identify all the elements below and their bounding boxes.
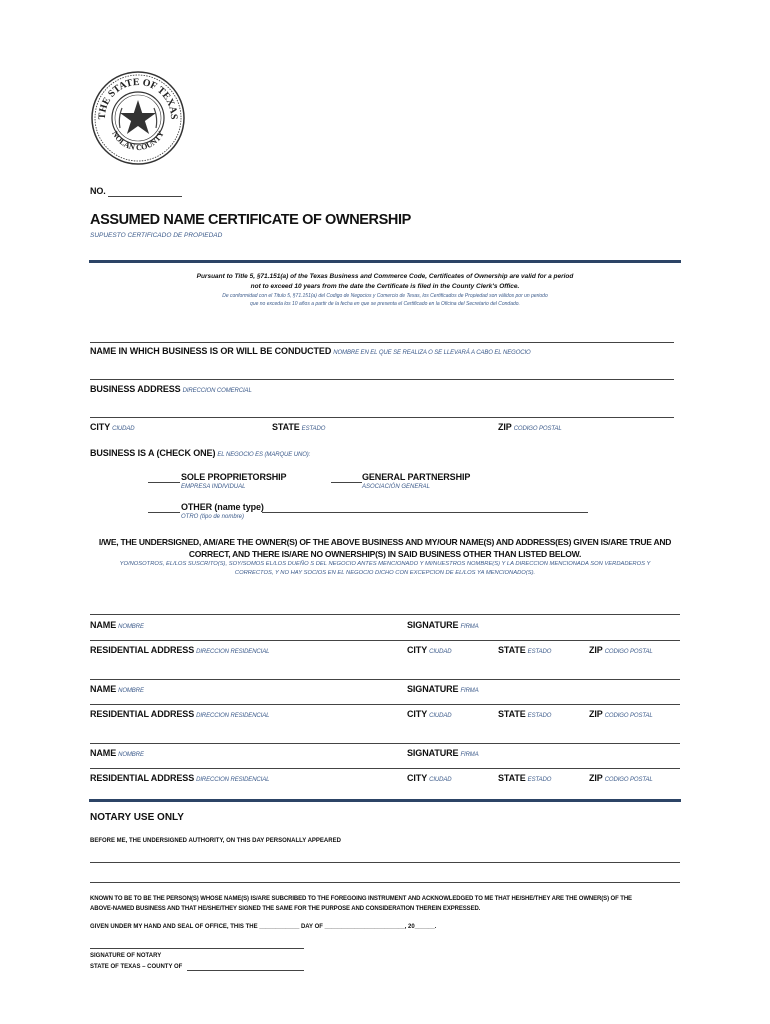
owner-2-name-label: NAME NOMBRE (90, 684, 144, 694)
owner-3-name-field[interactable] (90, 743, 680, 744)
notary-appeared-field-1[interactable] (90, 862, 680, 863)
owner-3-zip-label: ZIP CODIGO POSTAL (589, 773, 653, 783)
business-address-field[interactable] (90, 379, 674, 380)
owner-2-state-label: STATE ESTADO (498, 709, 552, 719)
owner-3-state-label: STATE ESTADO (498, 773, 552, 783)
declaration-en-line1: I/WE, THE UNDERSIGNED, AM/ARE THE OWNER(S) OF THE ABOVE BUSINESS AND MY/OUR NAME(S) AND ADDRESS(ES) GIVEN IS/ARE TRUE AND (98, 537, 672, 547)
star-icon (120, 100, 156, 134)
owner-1-name-label: NAME NOMBRE (90, 620, 144, 630)
sole-proprietorship-es: EMPRESA INDIVIDUAL (181, 484, 246, 490)
notary-signature-field[interactable] (90, 948, 304, 949)
business-type-label: BUSINESS IS A (CHECK ONE) EL NEGOCIO ES (MARQUE UNO): (90, 448, 311, 458)
notary-heading: NOTARY USE ONLY (90, 812, 184, 823)
owner-3-city-label: CITY CIUDAD (407, 773, 452, 783)
owner-2-name-field[interactable] (90, 679, 680, 680)
other-name-type-field[interactable] (262, 512, 588, 513)
owner-1-address-label: RESIDENTIAL ADDRESS DIRECCION RESIDENCIAL (90, 645, 270, 655)
owner-2-zip-label: ZIP CODIGO POSTAL (589, 709, 653, 719)
notary-rule (89, 799, 681, 802)
no-label: NO. (90, 186, 106, 196)
notary-county-field[interactable] (187, 970, 304, 971)
other-checkbox[interactable] (148, 512, 180, 513)
business-address-label: BUSINESS ADDRESS DIRECCION COMERCIAL (90, 384, 252, 394)
seal-bottom-text: NOLAN COUNTY (110, 129, 166, 153)
pursuant-en-line1: Pursuant to Title 5, §71.151(a) of the Texas Business and Commerce Code, Certificates of Ownership are valid for a period (196, 273, 574, 280)
owner-1-zip-label: ZIP CODIGO POSTAL (589, 645, 653, 655)
county-seal-graphic (90, 70, 186, 166)
county-seal (90, 70, 186, 166)
owner-1-name-field[interactable] (90, 614, 680, 615)
owner-2-signature-label: SIGNATURE FIRMA (407, 684, 479, 694)
notary-appeared-field-2[interactable] (90, 882, 680, 883)
owner-2-city-label: CITY CIUDAD (407, 709, 452, 719)
owner-3-name-label: NAME NOMBRE (90, 748, 144, 758)
page-subtitle: SUPUESTO CERTIFICADO DE PROPIEDAD (90, 232, 223, 239)
pursuant-es-line1: De conformidad con el Titulo 5, §71.151(a) del Codigo de Negocios y Comercio de Texas, los Certificados de Propiedad son válidos por un periodo (222, 293, 548, 299)
owner-2-address-field[interactable] (90, 704, 680, 705)
owner-3-address-label: RESIDENTIAL ADDRESS DIRECCION RESIDENCIAL (90, 773, 270, 783)
business-name-label: NAME IN WHICH BUSINESS IS OR WILL BE CONDUCTED NOMBRE EN EL QUE SE REALIZA O SE LLEVARÁ A CABO EL NEGOCIO (90, 346, 531, 356)
page-title: ASSUMED NAME CERTIFICATE OF OWNERSHIP (90, 212, 411, 228)
owner-1-city-label: CITY CIUDAD (407, 645, 452, 655)
sole-proprietorship-label: SOLE PROPRIETORSHIP (181, 472, 287, 482)
notary-known-line1: KNOWN TO BE TO BE THE PERSON(S) WHOSE NAME(S) IS/ARE SUBCRIBED TO THE FOREGOING INSTRUMENT AND ACKNOWLEDGED TO ME THAT HE/SHE/THEY ARE THE OWNER(S) OF THE (90, 896, 632, 902)
owner-1-address-field[interactable] (90, 640, 680, 641)
notary-given-line: GIVEN UNDER MY HAND AND SEAL OF OFFICE, THIS THE ____________ DAY OF ________________________, 20______. (90, 924, 437, 930)
owner-2-address-label: RESIDENTIAL ADDRESS DIRECCION RESIDENCIAL (90, 709, 270, 719)
notary-county-label: STATE OF TEXAS – COUNTY OF (90, 964, 183, 970)
business-name-field[interactable] (90, 342, 674, 343)
general-partnership-checkbox[interactable] (331, 482, 362, 483)
owner-3-signature-label: SIGNATURE FIRMA (407, 748, 479, 758)
notary-signature-label: SIGNATURE OF NOTARY (90, 953, 162, 959)
declaration-en-line2: CORRECT, AND THERE IS/ARE NO OWNERSHIP(S) IN SAID BUSINESS OTHER THAN LISTED BELOW. (188, 549, 582, 559)
certificate-number-field[interactable] (108, 196, 182, 197)
pursuant-text (89, 272, 681, 308)
seal-outer-text: THE STATE OF TEXAS (96, 76, 180, 120)
business-state-label: STATE ESTADO (272, 422, 326, 432)
business-city-label: CITY CIUDAD (90, 422, 135, 432)
owner-1-signature-label: SIGNATURE FIRMA (407, 620, 479, 630)
notary-before-me: BEFORE ME, THE UNDERSIGNED AUTHORITY, ON THIS DAY PERSONALLY APPEARED (90, 838, 341, 844)
other-es: OTRO (tipo de nombre) (181, 514, 245, 520)
pursuant-en-line2: not to exceed 10 years from the date the Certificate is filed in the County Clerk's Office. (250, 283, 520, 290)
owner-1-state-label: STATE ESTADO (498, 645, 552, 655)
owner-3-address-field[interactable] (90, 768, 680, 769)
sole-proprietorship-checkbox[interactable] (148, 482, 180, 483)
header-rule (89, 260, 681, 263)
general-partnership-label: GENERAL PARTNERSHIP (362, 472, 471, 482)
general-partnership-es: ASOCIACIÓN GENERAL (362, 484, 431, 490)
notary-known-line2: ABOVE-NAMED BUSINESS AND THAT HE/SHE/THEY SIGNED THE SAME FOR THE PURPOSE AND CONSIDERATION THEREIN EXPRESSED. (90, 906, 481, 912)
declaration-es-line1: YO/NOSOTROS, EL/LOS SUSCRITO(S), SOY/SOMOS EL/LOS DUEÑO S DEL NEGOCIO ANTES MENCIONADO Y MI/NUESTROS NOMBRE(S) Y LA DIRECCION MENCIONADA SON VERDADEROS Y (119, 561, 651, 567)
business-city-state-zip-field[interactable] (90, 417, 674, 418)
owner-declaration (80, 536, 690, 578)
declaration-es-line2: CORRECTOS, Y NO HAY SOCIOS EN EL NEGOCIO DICHO CON EXCEPCION DE EL/LOS YA MENCIONADO(S). (234, 570, 536, 576)
other-label: OTHER (name type) (181, 502, 264, 512)
pursuant-es-line2: que no exceda los 10 años a partir de la fecha en que se presenta el Certificado en la Oficina del Secretario del Condado. (250, 301, 520, 307)
business-zip-label: ZIP CODIGO POSTAL (498, 422, 562, 432)
certificate-number (90, 186, 106, 196)
